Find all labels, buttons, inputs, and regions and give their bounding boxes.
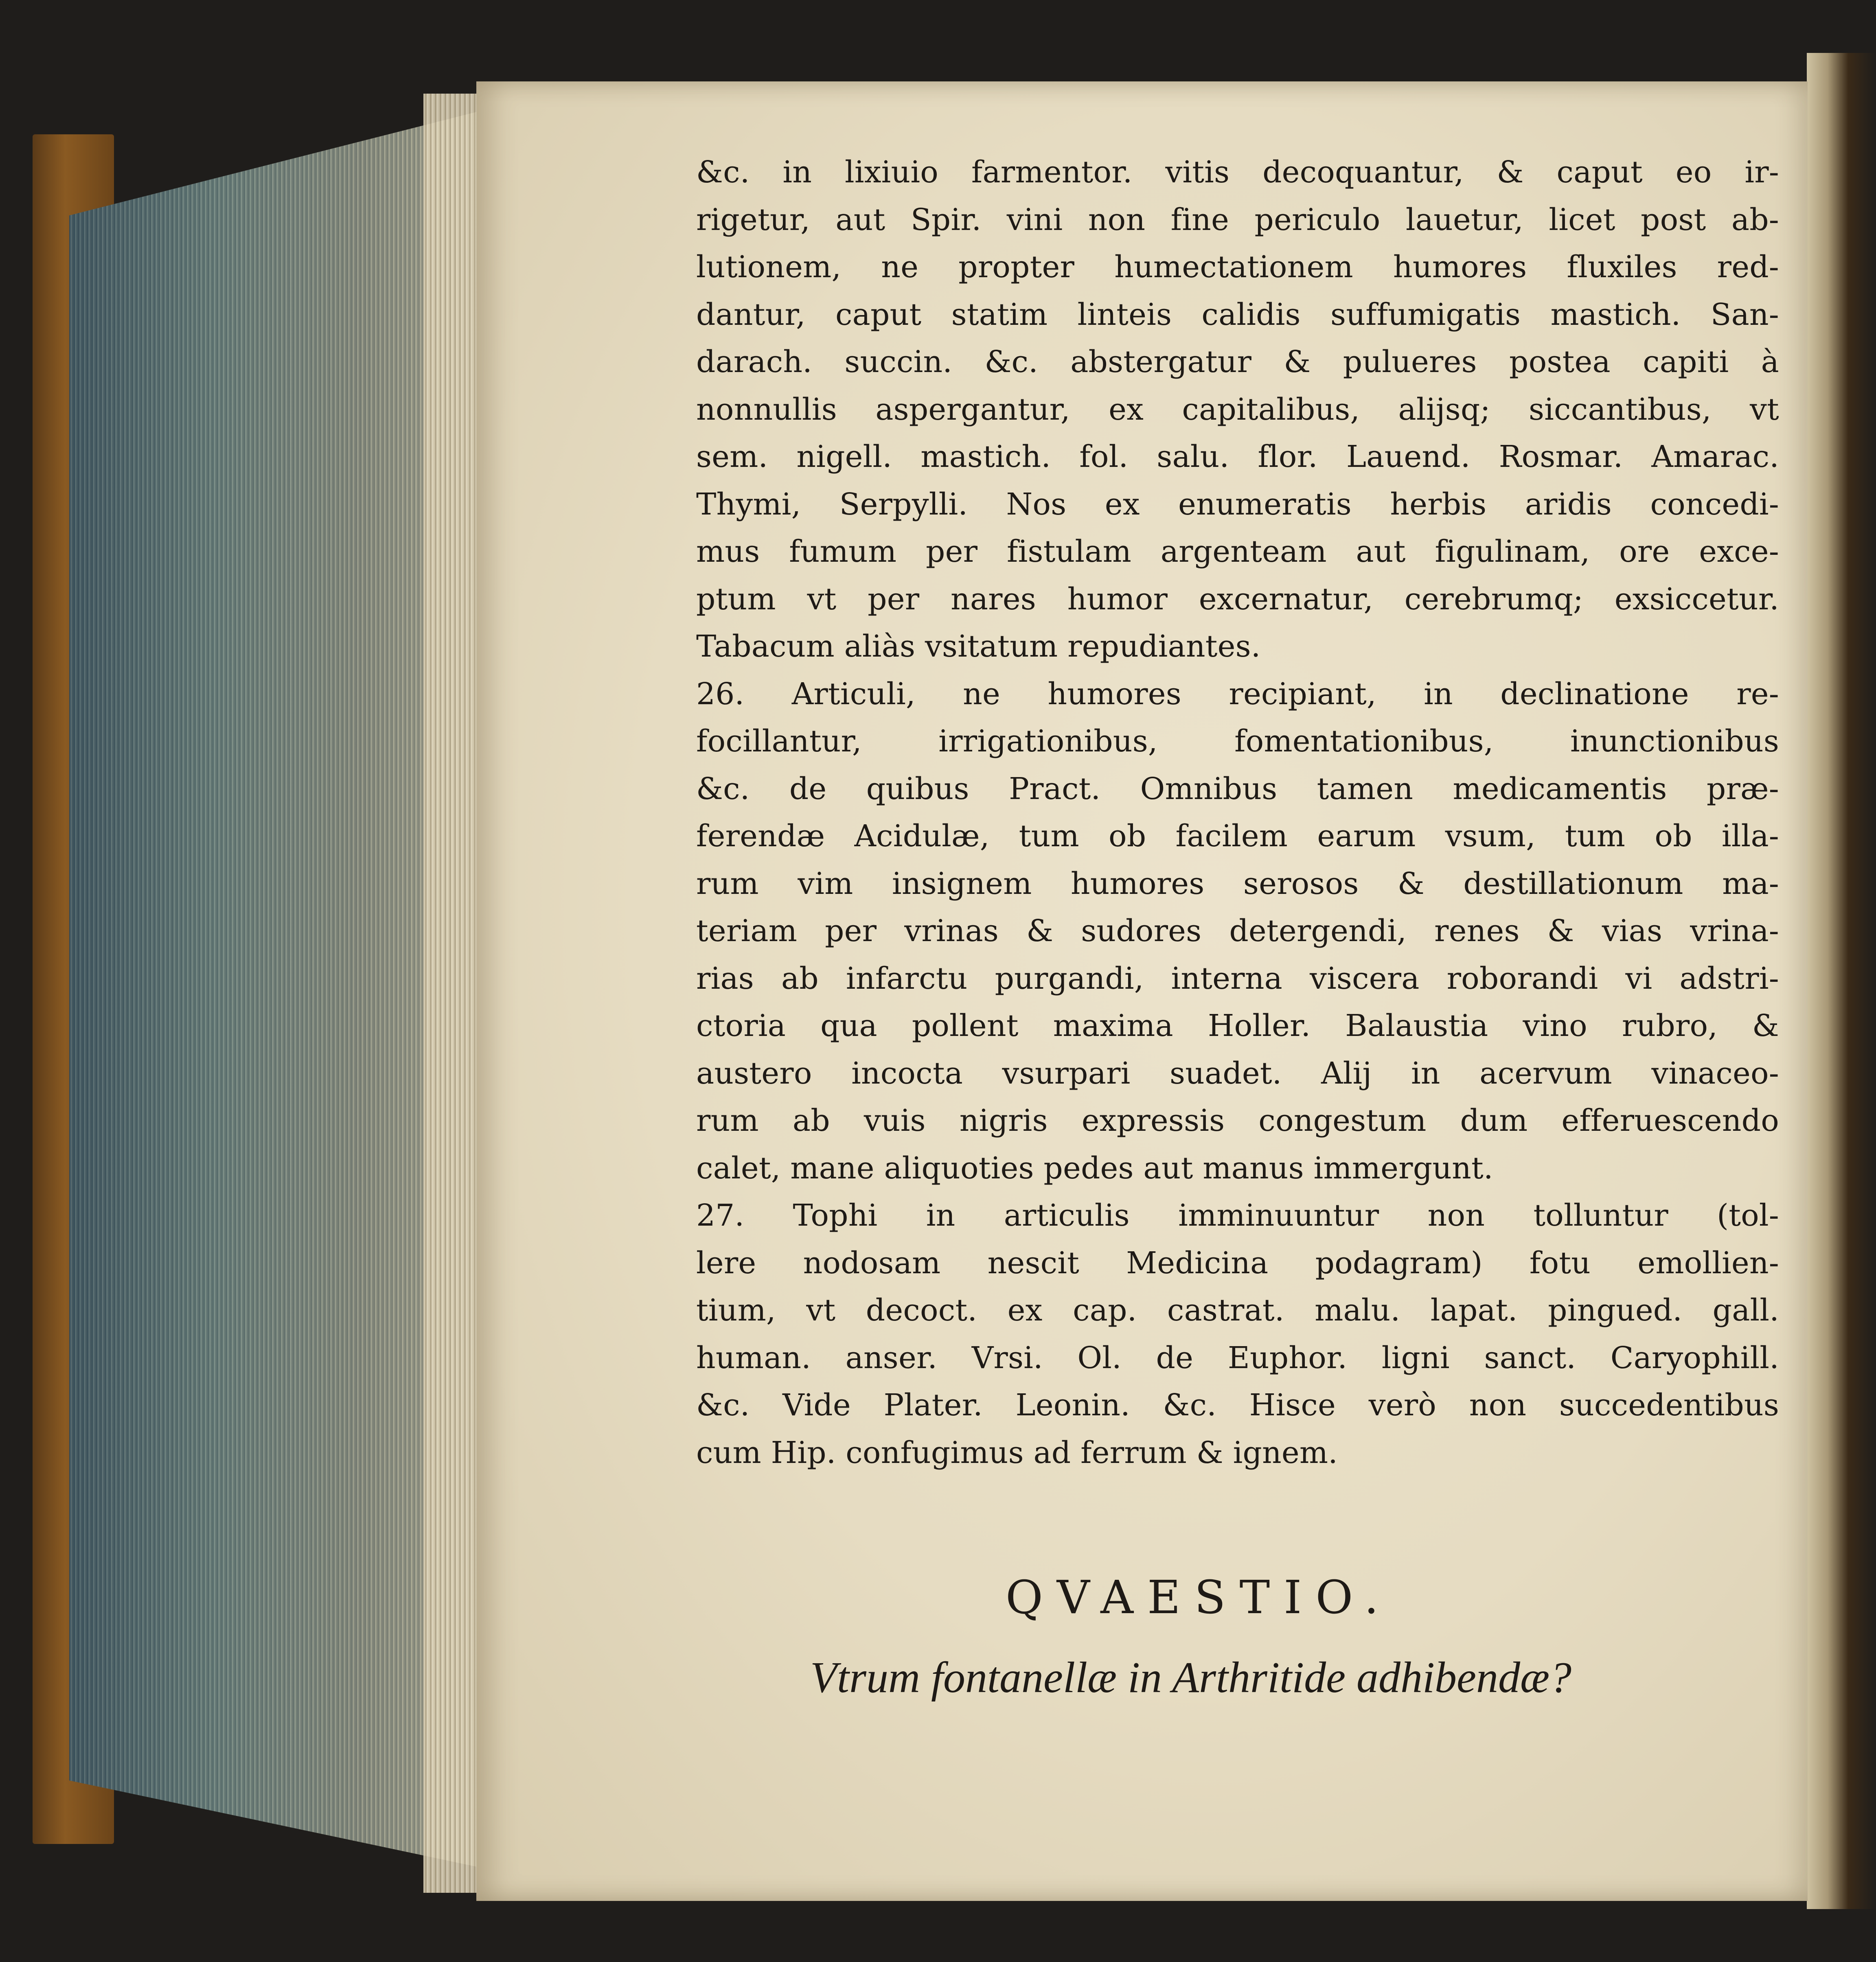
text-line: ferendæ Acidulæ, tum ob facilem earum vsum, tum ob illa- xyxy=(696,819,1779,854)
page-block-edge xyxy=(69,110,484,1868)
text-line: 26. Articuli, ne humores recipiant, in declinatione re- xyxy=(696,676,1779,712)
text-line: rum vim insignem humores serosos & destillationum ma- xyxy=(696,866,1779,901)
text-line: nonnullis aspergantur, ex capitalibus, alijsq; siccantibus, vt xyxy=(696,392,1779,427)
text-line: dantur, caput statim linteis calidis suffumigatis mastich. San- xyxy=(696,297,1779,332)
text-line: tium, vt decoct. ex cap. castrat. malu. lapat. pingued. gall. xyxy=(696,1293,1779,1328)
text-line: &c. in lixiuio farmentor. vitis decoquantur, & caput eo ir- xyxy=(696,155,1779,190)
text-line: rigetur, aut Spir. vini non fine periculo lauetur, licet post ab- xyxy=(696,202,1779,237)
text-line: ctoria qua pollent maxima Holler. Balaustia vino rubro, & xyxy=(696,1008,1779,1043)
text-line: 27. Tophi in articulis imminuuntur non tolluntur (tol- xyxy=(696,1198,1779,1233)
text-line: sem. nigell. mastich. fol. salu. flor. Lauend. Rosmar. Amarac. xyxy=(696,439,1779,474)
text-line: ptum vt per nares humor excernatur, cerebrumq; exsiccetur. xyxy=(696,581,1779,617)
text-line: lutionem, ne propter humectationem humores fluxiles red- xyxy=(696,250,1779,285)
text-line: Tabacum aliàs vsitatum repudiantes. xyxy=(696,629,1261,664)
text-line: calet, mane aliquoties pedes aut manus immergunt. xyxy=(696,1150,1493,1186)
text-line: mus fumum per fistulam argenteam aut figulinam, ore exce- xyxy=(696,534,1779,569)
text-line: darach. succin. &c. abstergatur & pulueres postea capiti à xyxy=(696,344,1779,379)
facing-page-edge xyxy=(1807,53,1876,1909)
book-page xyxy=(476,81,1808,1901)
text-line: Thymi, Serpylli. Nos ex enumeratis herbis aridis concedi- xyxy=(696,486,1779,522)
text-line: teriam per vrinas & sudores detergendi, renes & vias vrina- xyxy=(696,913,1779,948)
text-line: cum Hip. confugimus ad ferrum & ignem. xyxy=(696,1435,1338,1470)
text-line: rum ab vuis nigris expressis congestum dum efferuescendo xyxy=(696,1103,1779,1138)
body-text xyxy=(696,149,1779,1476)
text-line: &c. Vide Plater. Leonin. &c. Hisce verò non succedentibus xyxy=(696,1388,1779,1423)
section-question: Vtrum fontanellæ in Arthritide adhibendæ? xyxy=(810,1653,1572,1702)
text-line: rias ab infarctu purgandi, interna viscera roborandi vi adstri- xyxy=(696,961,1779,996)
text-line: human. anser. Vrsi. Ol. de Euphor. ligni sanct. Caryophill. xyxy=(696,1340,1779,1375)
text-line: &c. de quibus Pract. Omnibus tamen medicamentis præ- xyxy=(696,771,1779,806)
text-line: lere nodosam nescit Medicina podagram) fotu emollien- xyxy=(696,1245,1779,1281)
section-heading: QVAESTIO. xyxy=(1006,1571,1393,1624)
text-line: austero incocta vsurpari suadet. Alij in acervum vinaceo- xyxy=(696,1055,1779,1091)
text-line: focillantur, irrigationibus, fomentationibus, inunctionibus xyxy=(696,724,1779,759)
